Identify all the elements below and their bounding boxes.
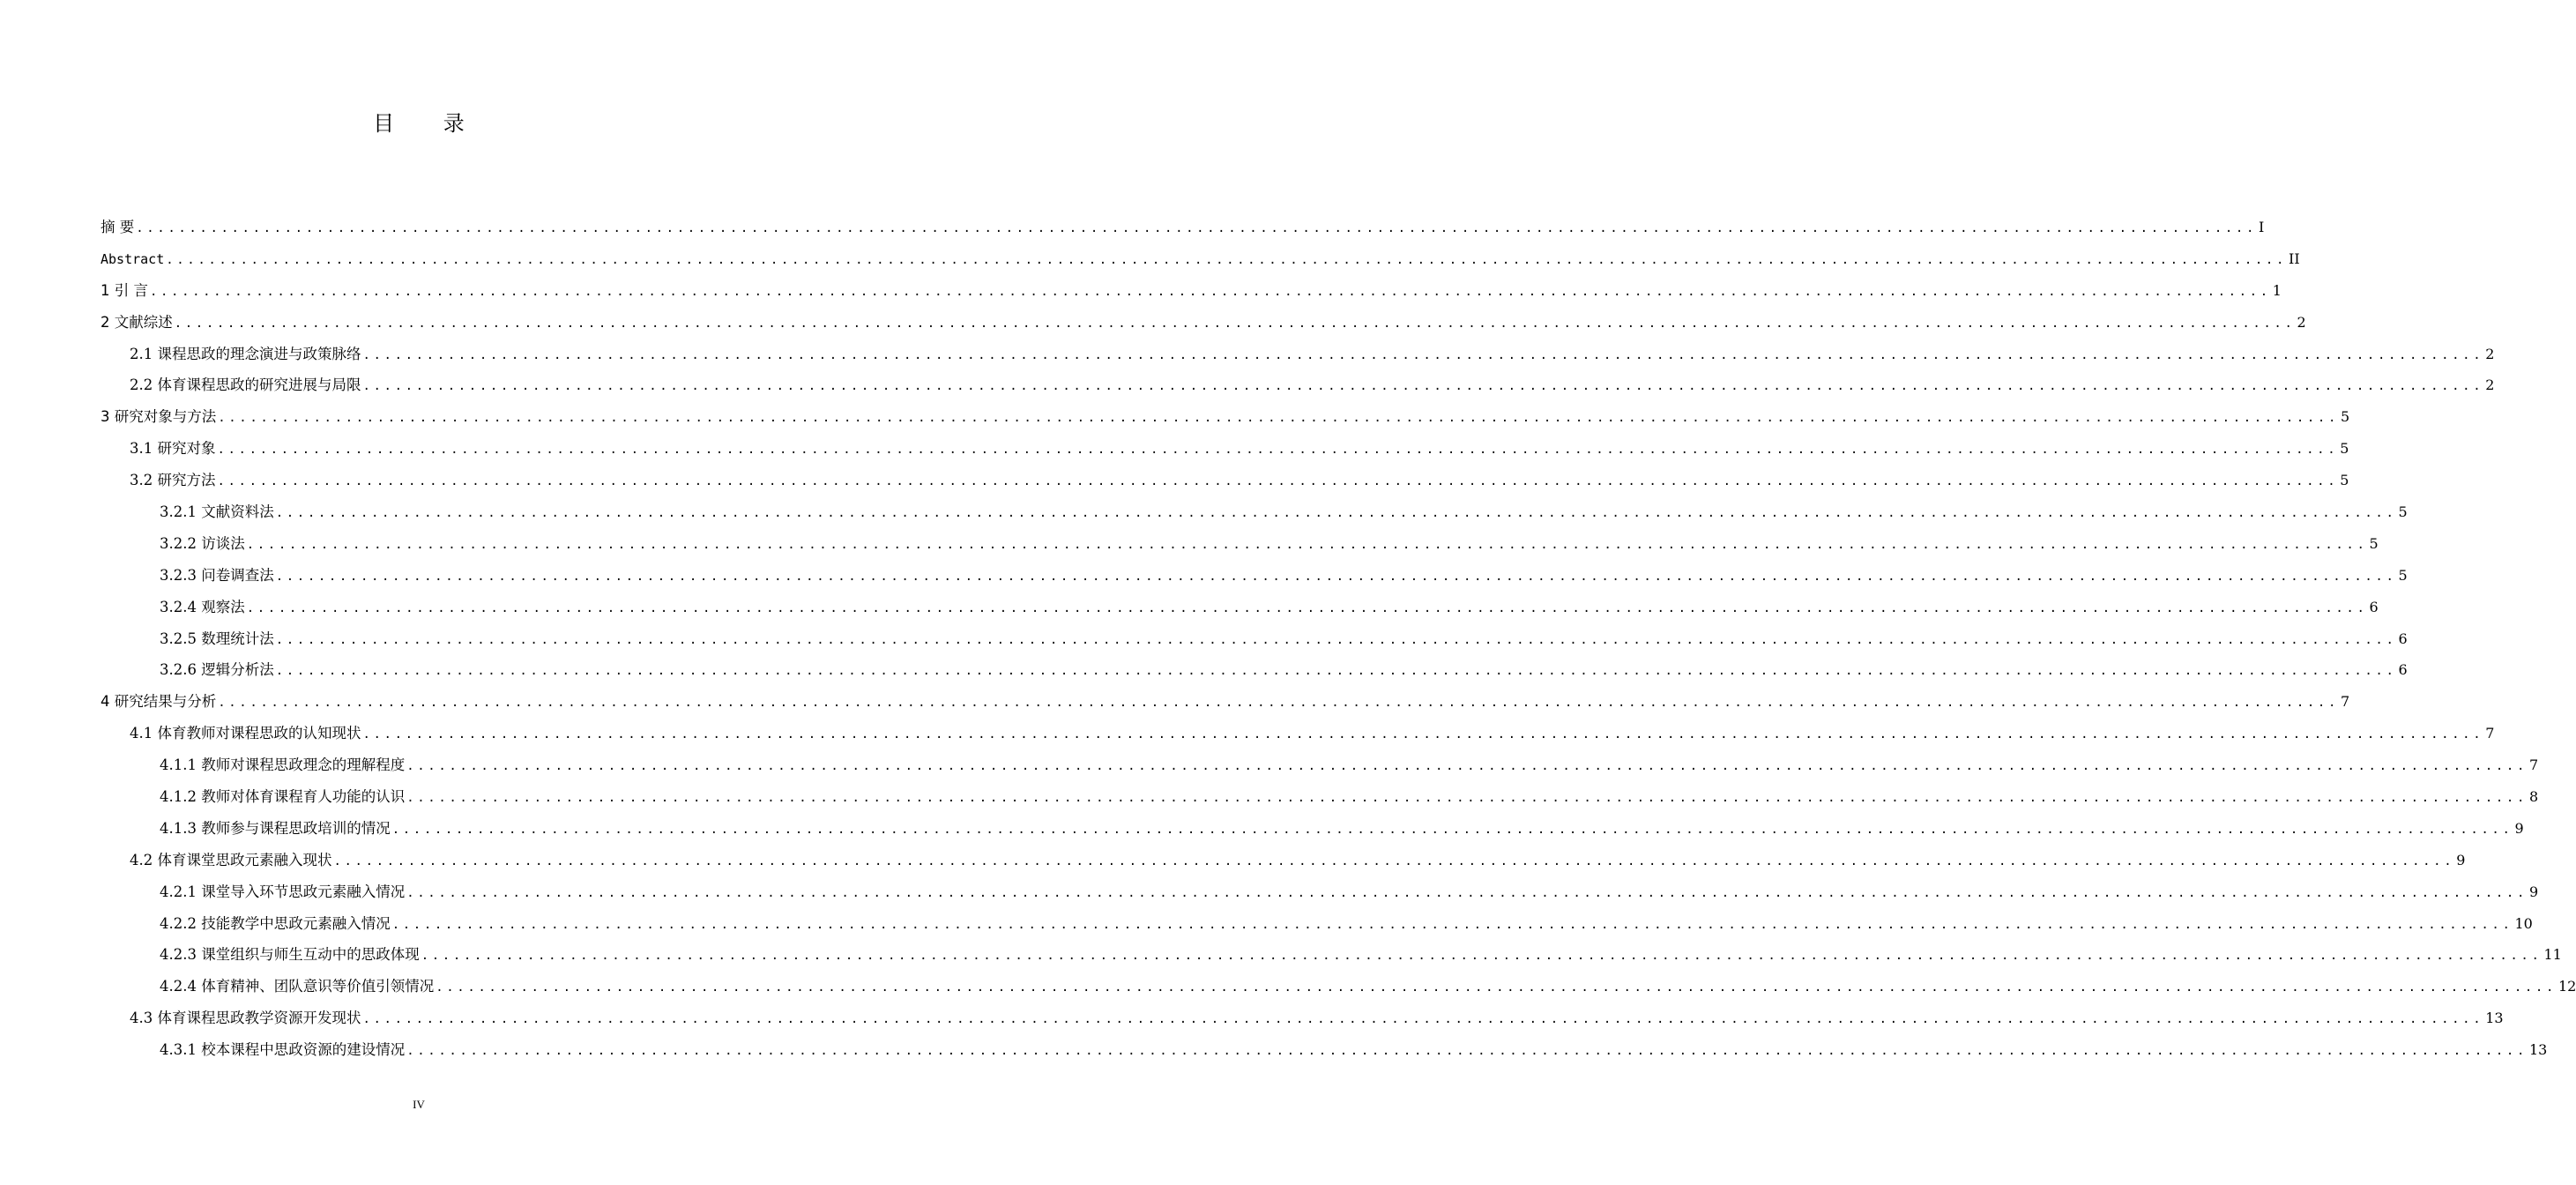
toc-entry[interactable] [101,1034,2548,1066]
dot-leader: ........................................................................................................................................................................................................ [362,347,2484,362]
dot-leader: ........................................................................................................................................................................................................ [362,727,2484,742]
toc-entry-page: 5 [2398,566,2408,584]
toc-entry-label: 3.2.4 观察法 [160,598,245,615]
toc-entry-page: 2 [2485,376,2495,394]
toc-entry[interactable] [101,908,2533,940]
toc-entry-label: 4.2.4 体育精神、团队意识等价值引领情况 [160,978,435,995]
toc-entry-label: 4.1 体育教师对课程思政的认知现状 [130,725,361,742]
toc-entry-page: 9 [2514,819,2524,837]
toc-entry-label: 4.2 体育课堂思政元素融入现状 [130,851,332,868]
toc-entry[interactable] [101,560,2408,592]
dot-leader: ........................................................................................................................................................................................................ [218,411,2339,426]
toc-entry-label: 4.2.2 技能教学中思政元素融入情况 [160,914,391,932]
dot-leader: ........................................................................................................................................................................................................ [362,379,2484,394]
toc-entry[interactable] [101,369,2495,401]
toc-entry-page: 6 [2369,598,2379,615]
toc-entry-label: 4 研究结果与分析 [101,693,217,711]
toc-entry-label: 4.1.1 教师对课程思政理念的理解程度 [160,756,406,774]
toc-entry-label: 4.1.3 教师参与课程思政培训的情况 [160,819,391,837]
dot-leader: ........................................................................................................................................................................................................ [436,980,2557,995]
dot-leader: ........................................................................................................................................................................................................ [275,569,2397,584]
toc-entry-label: 3.2 研究方法 [130,472,216,489]
toc-entry[interactable] [101,971,2576,1002]
toc-entry-page: 9 [2456,851,2466,868]
toc-entry-page: 7 [2485,725,2495,742]
toc-entry[interactable] [101,749,2539,781]
toc-entry-label: 4.2.1 课堂导入环节思政元素融入情况 [160,883,406,900]
toc-entry-page: 6 [2398,630,2408,647]
dot-leader: ........................................................................................................................................................................................................ [333,853,2455,868]
toc-entry[interactable] [101,212,2265,243]
dot-leader: ........................................................................................................................................................................................................ [275,664,2397,679]
dot-leader: ........................................................................................................................................................................................................ [166,252,2287,267]
toc-entry-label: 2.2 体育课程思政的研究进展与局限 [130,376,361,394]
toc-entry-page: 1 [2272,281,2282,299]
toc-entry-page: 8 [2528,788,2539,806]
dot-leader: ........................................................................................................................................................................................................ [391,822,2513,837]
toc-entry-label: 3.2.3 问卷调查法 [160,566,274,584]
toc-entry-label: 3.2.6 逻辑分析法 [160,661,274,679]
toc-entry[interactable] [101,496,2408,528]
toc-entry[interactable] [101,845,2466,876]
toc-entry[interactable] [101,465,2349,496]
toc-entry[interactable] [101,592,2379,623]
toc-entry-label: 3.2.2 访谈法 [160,534,245,552]
page-number: IV [413,1098,425,1111]
toc-entry-page: 13 [2485,1010,2504,1027]
toc-entry[interactable] [101,1002,2504,1034]
toc-entry-label: 3.1 研究对象 [130,440,216,458]
dot-leader: ........................................................................................................................................................................................................ [217,474,2339,489]
toc-entry-label: 2 文献综述 [101,313,173,331]
toc-entry-page: 12 [2557,978,2576,995]
dot-leader: ........................................................................................................................................................................................................ [406,759,2528,774]
dot-leader: ........................................................................................................................................................................................................ [406,1044,2528,1059]
dot-leader: ........................................................................................................................................................................................................ [218,696,2339,711]
toc-entry[interactable] [101,813,2524,845]
dot-leader: ........................................................................................................................................................................................................ [246,600,2368,615]
toc-entry-page: 2 [2485,345,2495,362]
toc-entry-label: Abstract [101,250,165,267]
table-of-contents [101,212,2576,1066]
toc-entry-label: 4.3 体育课程思政教学资源开发现状 [130,1010,361,1027]
toc-entry[interactable] [101,623,2408,655]
toc-entry-label: 4.1.2 教师对体育课程育人功能的认识 [160,788,406,806]
toc-entry-label: 3 研究对象与方法 [101,408,217,426]
dot-leader: ........................................................................................................................................................................................................ [275,632,2397,647]
toc-entry-label: 4.2.3 课堂组织与师生互动中的思政体现 [160,946,420,964]
toc-entry-page: 6 [2398,661,2408,679]
toc-entry-page: I [2259,219,2265,235]
toc-entry[interactable] [101,243,2300,275]
dot-leader: ........................................................................................................................................................................................................ [246,537,2368,552]
toc-entry[interactable] [101,528,2379,560]
toc-entry-label: 3.2.1 文献资料法 [160,503,274,521]
dot-leader: ........................................................................................................................................................................................................ [406,791,2528,806]
toc-entry-page: 7 [2341,693,2350,711]
toc-entry[interactable] [101,686,2350,718]
toc-entry-page: 7 [2528,756,2539,774]
toc-entry-page: 9 [2528,883,2539,900]
toc-entry-page: 5 [2341,408,2350,426]
toc-entry-label: 2.1 课程思政的理念演进与政策脉络 [130,345,361,362]
dot-leader: ........................................................................................................................................................................................................ [421,949,2542,964]
toc-entry-label: 摘 要 [101,219,135,235]
toc-entry[interactable] [101,718,2495,749]
dot-leader: ........................................................................................................................................................................................................ [406,885,2528,900]
toc-entry-page: 10 [2514,914,2533,932]
toc-entry-label: 1 引 言 [101,281,148,299]
toc-entry-page: 5 [2369,534,2379,552]
toc-entry[interactable] [101,307,2306,339]
toc-entry[interactable] [101,339,2495,370]
toc-entry-page: 11 [2543,946,2562,964]
toc-entry-page: 5 [2340,472,2349,489]
dot-leader: ........................................................................................................................................................................................................ [174,316,2296,331]
toc-entry-page: 13 [2528,1041,2548,1059]
toc-entry-page: 2 [2297,313,2306,331]
toc-entry[interactable] [101,781,2539,813]
toc-entry-page: 5 [2398,503,2408,521]
dot-leader: ........................................................................................................................................................................................................ [275,506,2397,521]
dot-leader: ........................................................................................................................................................................................................ [391,917,2513,932]
toc-entry[interactable] [101,654,2408,686]
dot-leader: ........................................................................................................................................................................................................ [362,1012,2484,1027]
toc-entry-page: II [2289,250,2300,267]
toc-entry-label: 4.3.1 校本课程中思政资源的建设情况 [160,1041,406,1059]
toc-entry-label: 3.2.5 数理统计法 [160,630,274,647]
dot-leader: ........................................................................................................................................................................................................ [136,221,2257,235]
toc-entry-page: 5 [2340,440,2349,458]
page-title: 目 录 [373,111,486,136]
dot-leader: ........................................................................................................................................................................................................ [150,284,2271,299]
toc-entry[interactable] [101,433,2349,465]
toc-entry[interactable] [101,275,2282,307]
dot-leader: ........................................................................................................................................................................................................ [217,443,2339,458]
toc-entry[interactable] [101,939,2562,971]
toc-entry[interactable] [101,876,2539,908]
toc-entry[interactable] [101,401,2350,433]
